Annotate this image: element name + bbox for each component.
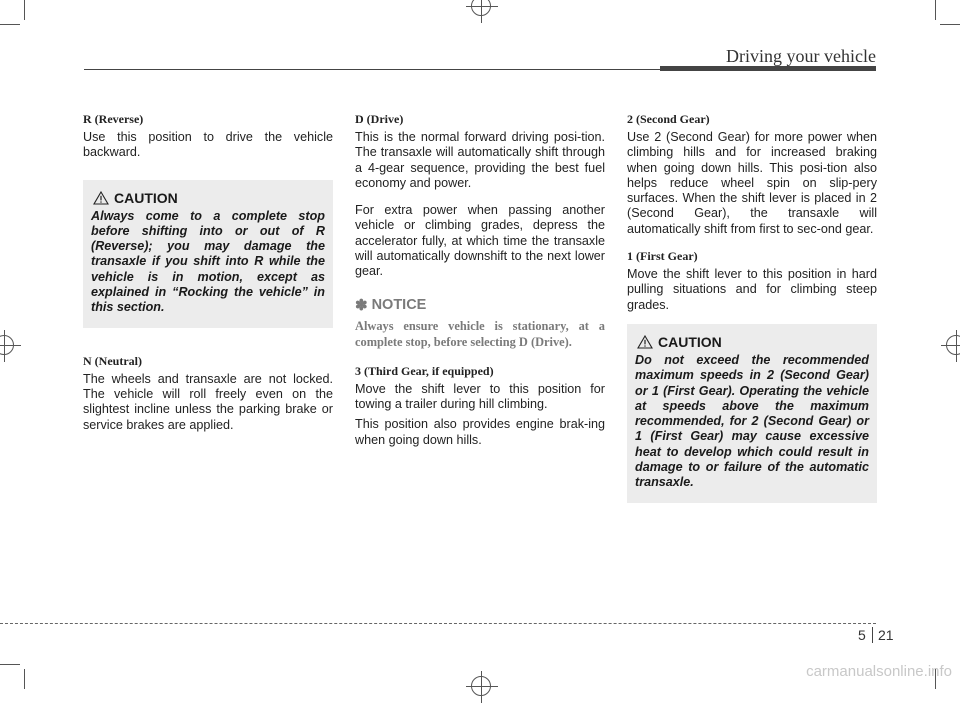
notice-label: NOTICE <box>371 296 427 313</box>
caution-title <box>93 190 325 206</box>
crop-mark <box>935 0 936 20</box>
first-gear-text: Move the shift lever to this position in hard pulling situations and for climbing steep grades. <box>627 267 877 312</box>
caution-title <box>637 334 869 350</box>
caution-box-reverse <box>83 180 333 328</box>
second-gear-heading: 2 (Second Gear) <box>627 112 710 126</box>
crop-mark <box>0 664 20 665</box>
page-number: 21 <box>878 627 894 643</box>
notice-text: Always ensure vehicle is stationary, at a complete stop, before selecting D (Drive). <box>355 318 605 349</box>
drive-text-2: For extra power when passing another vehicle or climbing grades, depress the accelerator fully, at which time the transaxle will automatically downshift to the next lower gear. <box>355 203 605 279</box>
third-gear-text-1: Move the shift lever to this position for towing a trailer during hill climbing. <box>355 381 605 411</box>
third-gear-heading: 3 (Third Gear, if equipped) <box>355 363 494 378</box>
registration-mark-icon <box>0 335 14 355</box>
section-number: 5 <box>858 627 866 643</box>
crop-mark <box>24 669 25 689</box>
second-gear-text: Use 2 (Second Gear) for more power when climbing hills and for increased braking when going down hills. This posi-tion also helps reduce wheel spin on slip-pery surfaces. When the shift lever is placed in 2 (Second Gear), the transaxle will automatically shift from first to sec-ond gear. <box>627 130 877 236</box>
crop-mark <box>24 0 25 20</box>
neutral-text: The wheels and transaxle are not locked. The vehicle will roll freely even on the slightest incline unless the parking brake or service brakes are applied. <box>83 371 333 432</box>
reverse-text: Use this position to drive the vehicle backward. <box>83 130 333 160</box>
asterisk-mark-icon: ✽ <box>355 296 368 314</box>
column-1 <box>83 112 333 433</box>
drive-text-1: This is the normal forward driving posi-tion. The transaxle will automatically shift through a 4-gear sequence, providing the best fuel economy and power. <box>355 130 605 190</box>
registration-mark-icon <box>471 676 491 696</box>
caution-label: CAUTION <box>114 189 178 206</box>
caution-box-gears <box>627 324 877 503</box>
crop-mark <box>0 24 20 25</box>
caution-text: Always come to a complete stop before shifting into or out of R (Reverse); you may damage the transaxle if you shift into R while the vehicle is in motion, except as explained in “Rocking the vehicle” in this section. <box>91 208 325 315</box>
reverse-heading: R (Reverse) <box>83 112 144 126</box>
watermark: carmanualsonline.info <box>806 663 952 680</box>
caution-label: CAUTION <box>658 333 722 350</box>
header-bar <box>660 66 876 71</box>
notice-title <box>355 296 605 314</box>
warning-triangle-icon <box>637 335 653 349</box>
page-number-divider <box>872 627 873 643</box>
warning-triangle-icon <box>93 191 109 205</box>
footer-rule <box>0 623 876 624</box>
drive-heading: D (Drive) <box>355 112 404 126</box>
third-gear-text-2: This position also provides engine brak-ing when going down hills. <box>355 417 605 447</box>
header-rule <box>84 69 660 70</box>
crop-mark <box>940 24 960 25</box>
registration-mark-icon <box>946 335 960 355</box>
registration-mark-icon <box>471 0 491 16</box>
column-3 <box>627 112 877 503</box>
first-gear-heading: 1 (First Gear) <box>627 249 698 264</box>
section-title: Driving your vehicle <box>726 46 876 66</box>
column-2 <box>355 112 605 448</box>
caution-text: Do not exceed the recommended maximum speeds in 2 (Second Gear) or 1 (First Gear). Operating the vehicle at speeds above the maximum recommended, for 2 (Second Gear) or 1 (First Gear) may cause excessive heat to develop which could result in damage to or failure of the automatic transaxle. <box>635 352 869 490</box>
neutral-heading: N (Neutral) <box>83 353 142 368</box>
